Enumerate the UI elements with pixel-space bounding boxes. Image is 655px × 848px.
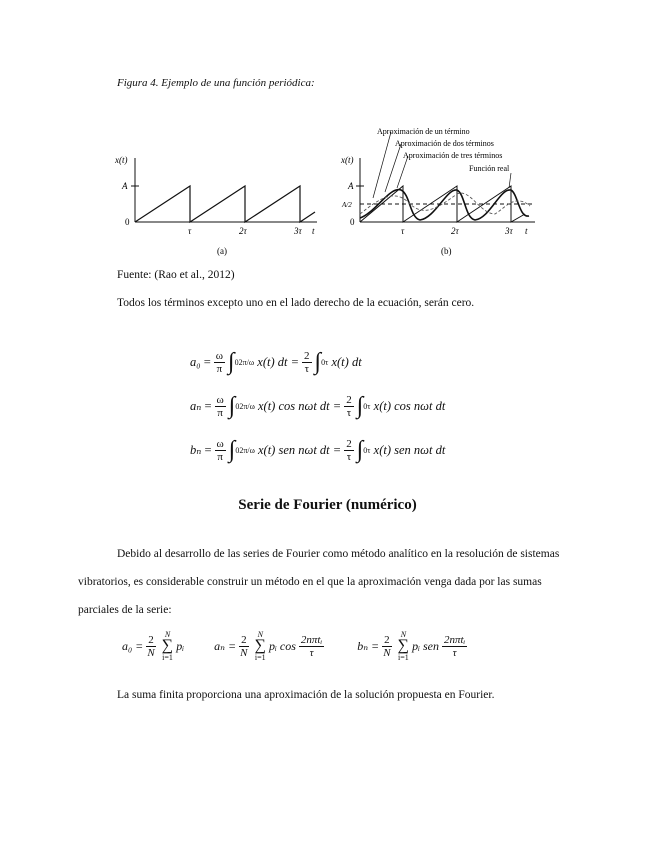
panel-a-label: (a) [217,246,227,256]
annotation-three-terms: Aproximación de tres términos [403,151,503,160]
sawtooth-line [135,186,315,222]
panel-a-ylabel: x(t) [115,155,128,165]
paragraph-line-2: vibratorios, es considerable construir un método en el que la aproximación venga dada por las sumas [78,576,542,588]
paragraph-fourier-numeric [78,540,598,624]
figure-caption: Figura 4. Ejemplo de una función periódica: [117,77,315,89]
panel-a-xlabel: t [312,226,315,236]
panel-b-label: (b) [441,246,452,256]
panel-a-xtick-2: 2τ [239,226,247,236]
paragraph-line-1: Debido al desarrollo de las series de Fourier como método analítico en la resolución de sistemas [117,548,560,560]
annotation-one-term: Aproximación de un término [377,127,470,136]
numeric-an: aₙ = $\frac{2}{N}$ N ∑ i=1 pᵢ cos $\frac{\text{2nπtᵢ}}{\tau}$ [214,630,323,662]
annotation-two-terms: Aproximación de dos términos [395,139,494,148]
panel-a-ytick-0: 0 [125,217,130,227]
equation-an: aₙ = $\frac{\omega}{\pi}$ ∫ 0 2π/ω x(t) cos nωt dt = $\frac{2}{\tau}$ ∫ 0 τ x(t) cos nωt dt [190,393,446,419]
section-heading: Serie de Fourier (numérico) [238,497,417,513]
panel-b-xtick-1: τ [401,226,405,236]
panel-b-ylabel: x(t) [341,155,354,165]
figure-source: Fuente: (Rao et al., 2012) [117,269,235,281]
panel-b-ytick-a: A [348,181,354,191]
panel-b-xlabel: t [525,226,528,236]
panel-b [340,127,535,256]
fourier-coefficient-equations [190,340,445,472]
periodic-function-figure [105,118,550,264]
paragraph-finite-sum: La suma finita proporciona una aproximación de la solución propuesta en Fourier. [117,689,495,701]
equation-a0: a₀ = $\frac{\omega}{\pi}$ ∫ 0 2π/ω x(t) dt = $\frac{2}{\tau}$ ∫ 0 τ x(t) dt [190,349,362,375]
equation-bn: bₙ = $\frac{\omega}{\pi}$ ∫ 0 2π/ω x(t) sen nωt dt = $\frac{2}{\tau}$ ∫ 0 τ x(t) sen nωt dt [190,437,446,463]
paragraph-terms-zero: Todos los términos excepto uno en el lado derecho de la ecuación, serán cero. [117,297,475,309]
numeric-fourier-equations [122,630,470,662]
panel-b-xtick-2: 2τ [451,226,459,236]
panel-b-ytick-a2: A/2 [342,201,352,209]
numeric-bn: bₙ = $\frac{2}{N}$ N ∑ i=1 pᵢ sen $\frac{\text{2nπtᵢ}}{\tau}$ [357,630,466,662]
panel-a-xtick-1: τ [188,226,192,236]
paragraph-line-3: parciales de la serie: [78,604,172,616]
panel-a-ytick-a: A [122,181,128,191]
annotation-real-function: Función real [469,164,510,173]
panel-a [114,155,317,256]
panel-a-xtick-3: 3τ [294,226,302,236]
panel-b-xtick-3: 3τ [505,226,513,236]
numeric-a0: a₀ = $\frac{2}{N}$ N ∑ i=1 pᵢ [122,630,185,662]
panel-b-ytick-0: 0 [350,217,355,227]
